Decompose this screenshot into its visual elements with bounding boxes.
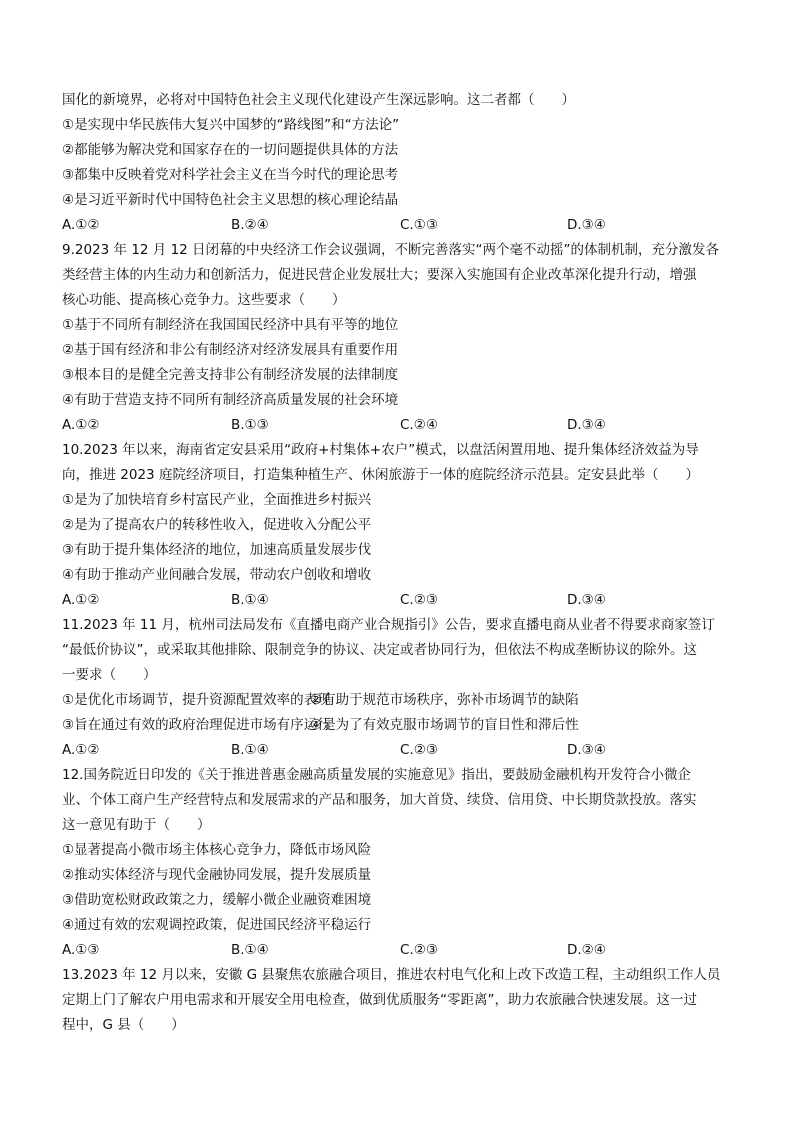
q13-stem-line-1: 13.2023 年 12 月以来，安徽 G 县聚焦农旅融合项目，推进农村电气化和上改下改造工程，主动组织工作人员	[62, 967, 721, 983]
q12-option-b[interactable]: B.①④	[231, 942, 269, 958]
q11-item-1: ①是优化市场调节，提升资源配置效率的表现	[62, 692, 331, 708]
q12-item-4: ④通过有效的宏观调控政策，促进国民经济平稳运行	[62, 917, 372, 933]
q8-item-4: ④是习近平新时代中国特色社会主义思想的核心理论结晶	[62, 192, 399, 208]
q8-stem-line: 国化的新境界，必将对中国特色社会主义现代化建设产生深远影响。这二者都（ ）	[62, 92, 575, 108]
q10-item-1: ①是为了加快培育乡村富民产业，全面推进乡村振兴	[62, 492, 372, 508]
q10-stem-line-2: 向，推进 2023 庭院经济项目，打造集种植生产、休闲旅游于一体的庭院经济示范县。定安县此举（ ）	[62, 467, 699, 483]
q13-stem-line-2: 定期上门了解农户用电需求和开展安全用电检查，做到优质服务“零距离”，助力农旅融合快速发展。这一过	[62, 992, 697, 1008]
q11-item-4: ④是为了有效克服市场调节的盲目性和滞后性	[310, 717, 579, 733]
q10-option-d[interactable]: D.③④	[567, 592, 606, 608]
q12-stem-line-2: 业、个体工商户生产经营特点和发展需求的产品和服务，加大首贷、续贷、信用贷、中长期贷款投放。落实	[62, 792, 697, 808]
q9-item-3: ③根本目的是健全完善支持非公有制经济发展的法律制度	[62, 367, 399, 383]
q9-option-d[interactable]: D.③④	[567, 417, 606, 433]
q11-option-d[interactable]: D.③④	[567, 742, 606, 758]
q11-item-3: ③旨在通过有效的政府治理促进市场有序运行	[62, 717, 331, 733]
q8-option-d[interactable]: D.③④	[567, 217, 606, 233]
q10-item-4: ④有助于推动产业间融合发展，带动农户创收和增收	[62, 567, 372, 583]
q8-item-3: ③都集中反映着党对科学社会主义在当今时代的理论思考	[62, 167, 399, 183]
q8-options	[62, 216, 742, 234]
q11-stem-line-2: “最低价协议”，或采取其他排除、限制竞争的协议、决定或者协同行为，但依法不构成垄断协议的除外。这	[62, 642, 697, 658]
q9-stem-line-2: 类经营主体的内生动力和创新活力，促进民营企业发展壮大；要深入实施国有企业改革深化提升行动，增强	[62, 267, 697, 283]
q8-option-a[interactable]: A.①②	[62, 217, 100, 233]
q11-option-b[interactable]: B.①④	[231, 742, 269, 758]
q9-item-2: ②基于国有经济和非公有制经济对经济发展具有重要作用	[62, 342, 399, 358]
q12-options	[62, 941, 742, 959]
q12-item-3: ③借助宽松财政政策之力，缓解小微企业融资难困境	[62, 892, 372, 908]
q10-option-b[interactable]: B.①④	[231, 592, 269, 608]
q11-item-2: ②有助于规范市场秩序，弥补市场调节的缺陷	[310, 692, 579, 708]
q12-item-2: ②推动实体经济与现代金融协同发展，提升发展质量	[62, 867, 372, 883]
q11-option-a[interactable]: A.①②	[62, 742, 100, 758]
q9-option-a[interactable]: A.①②	[62, 417, 100, 433]
q10-item-3: ③有助于提升集体经济的地位，加速高质量发展步伐	[62, 542, 372, 558]
q10-option-c[interactable]: C.②③	[400, 592, 438, 608]
q9-options	[62, 416, 742, 434]
q8-option-b[interactable]: B.②④	[231, 217, 269, 233]
q8-item-2: ②都能够为解决党和国家存在的一切问题提供具体的方法	[62, 142, 399, 158]
q12-option-d[interactable]: D.②④	[567, 942, 606, 958]
q9-item-1: ①基于不同所有制经济在我国国民经济中具有平等的地位	[62, 317, 399, 333]
q9-item-4: ④有助于营造支持不同所有制经济高质量发展的社会环境	[62, 392, 399, 408]
q12-stem-line-3: 这一意见有助于（ ）	[62, 817, 211, 833]
q9-option-b[interactable]: B.①③	[231, 417, 269, 433]
q9-stem-line-1: 9.2023 年 12 月 12 日闭幕的中央经济工作会议强调，不断完善落实“两个毫不动摇”的体制机制，充分激发各	[62, 242, 720, 258]
q8-item-1: ①是实现中华民族伟大复兴中国梦的“路线图”和“方法论”	[62, 117, 400, 133]
q10-options	[62, 591, 742, 609]
q11-option-c[interactable]: C.②③	[400, 742, 438, 758]
q12-option-c[interactable]: C.②③	[400, 942, 438, 958]
q13-stem-line-3: 程中，G 县（ ）	[62, 1017, 185, 1033]
q9-stem-line-3: 核心功能、提高核心竞争力。这些要求（ ）	[62, 292, 346, 308]
q10-stem-line-1: 10.2023 年以来，海南省定安县采用“政府+村集体+农户”模式，以盘活闲置用地、提升集体经济效益为导	[62, 442, 699, 458]
q11-options	[62, 741, 742, 759]
q8-option-c[interactable]: C.①③	[400, 217, 438, 233]
q10-item-2: ②是为了提高农户的转移性收入，促进收入分配公平	[62, 517, 372, 533]
q11-stem-line-3: 一要求（ ）	[62, 667, 157, 683]
q12-stem-line-1: 12.国务院近日印发的《关于推进普惠金融高质量发展的实施意见》指出，要鼓励金融机构开发符合小微企	[62, 767, 691, 783]
q9-option-c[interactable]: C.②④	[400, 417, 438, 433]
q11-stem-line-1: 11.2023 年 11 月，杭州司法局发布《直播电商产业合规指引》公告，要求直播电商从业者不得要求商家签订	[62, 617, 715, 633]
q12-item-1: ①显著提高小微市场主体核心竞争力，降低市场风险	[62, 842, 372, 858]
q10-option-a[interactable]: A.①②	[62, 592, 100, 608]
q12-option-a[interactable]: A.①③	[62, 942, 100, 958]
